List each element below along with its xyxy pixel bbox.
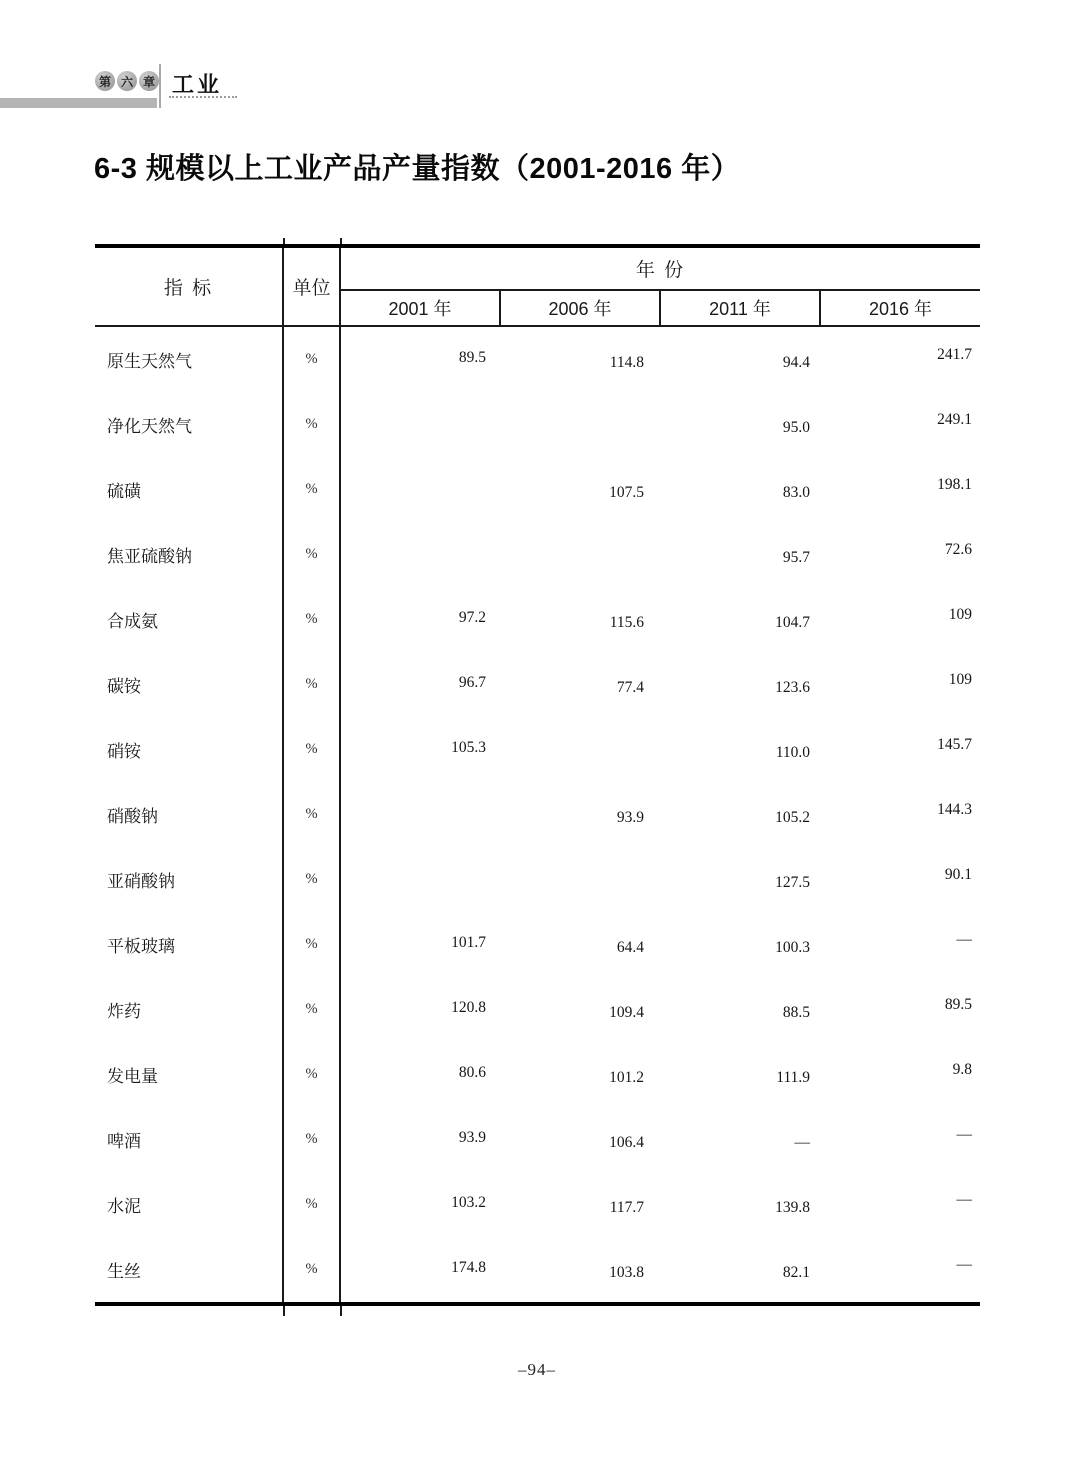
indicator-cell: 啤酒: [95, 1107, 283, 1172]
value-2011: 100.3: [775, 938, 810, 956]
value-2006: 115.6: [609, 613, 644, 631]
page-title: 6-3 规模以上工业产品产量指数（2001-2016 年）: [94, 153, 741, 185]
rule-tail: [340, 238, 342, 244]
unit-cell: %: [283, 1172, 340, 1237]
indicator-cell: 炸药: [95, 977, 283, 1042]
header-year-2001: 2001 年: [340, 290, 500, 326]
value-2006: 114.8: [609, 353, 644, 371]
value-2016: 90.1: [944, 865, 973, 883]
value-2001: [340, 520, 500, 585]
indicator-cell: 平板玻璃: [95, 912, 283, 977]
value-2011: 105.2: [775, 808, 810, 826]
table-row: [95, 326, 980, 392]
value-2011: 95.7: [782, 548, 810, 566]
unit-cell: %: [283, 782, 340, 847]
table-row: [95, 1237, 980, 1304]
indicator-cell: 原生天然气: [95, 326, 283, 392]
value-2011: 83.0: [782, 483, 810, 501]
value-2011: 139.8: [775, 1198, 810, 1216]
indicator-cell: 水泥: [95, 1172, 283, 1237]
indicator-cell: 发电量: [95, 1042, 283, 1107]
value-2001: [340, 390, 500, 455]
table-row: [95, 977, 980, 1042]
unit-cell: %: [283, 1107, 340, 1172]
value-2001: [340, 455, 500, 520]
value-2006: 106.4: [609, 1133, 644, 1151]
indicator-cell: 亚硝酸钠: [95, 847, 283, 912]
unit-cell: %: [283, 912, 340, 977]
header-year-group: 年 份: [340, 246, 980, 290]
unit-cell: %: [283, 1042, 340, 1107]
value-2016: —: [956, 1190, 973, 1208]
section-dotted-underline: [169, 96, 237, 98]
value-2001: 80.6: [458, 1063, 486, 1081]
rule-tail: [340, 1306, 342, 1316]
indicator-cell: 净化天然气: [95, 392, 283, 457]
value-2001: [340, 845, 500, 910]
chapter-badge: [95, 71, 159, 91]
value-2011: 104.7: [775, 613, 810, 631]
unit-cell: %: [283, 457, 340, 522]
value-2001: 89.5: [458, 348, 486, 366]
value-2016: —: [956, 1255, 973, 1273]
rule-tail: [283, 238, 285, 244]
table-body: [95, 326, 980, 1304]
value-2006: 117.7: [609, 1198, 644, 1216]
table-row: [95, 1172, 980, 1237]
value-2016: —: [956, 930, 973, 948]
unit-cell: %: [283, 1237, 340, 1304]
unit-cell: %: [283, 977, 340, 1042]
value-2001: 97.2: [458, 608, 486, 626]
value-2016: 198.1: [937, 475, 973, 493]
value-2001: 101.7: [451, 933, 486, 951]
value-2011: 123.6: [775, 678, 810, 696]
value-2006: [500, 525, 660, 590]
value-2001: 174.8: [451, 1258, 486, 1276]
indicator-cell: 焦亚硫酸钠: [95, 522, 283, 587]
value-2001: [340, 780, 500, 845]
page-number: –94–: [518, 1360, 556, 1379]
header-year-2006: 2006 年: [500, 290, 660, 326]
table-row: [95, 392, 980, 457]
chapter-badge-char-1: 第: [95, 71, 115, 91]
table-row: [95, 1042, 980, 1107]
value-2011: 110.0: [775, 743, 810, 761]
value-2006: 107.5: [609, 483, 644, 501]
value-2011: 94.4: [782, 353, 810, 371]
header-year-2016: 2016 年: [820, 290, 980, 326]
value-2001: 96.7: [458, 673, 486, 691]
value-2011: 95.0: [782, 418, 810, 436]
indicator-cell: 合成氨: [95, 587, 283, 652]
unit-cell: %: [283, 717, 340, 782]
table-row: [95, 912, 980, 977]
rule-tail: [283, 1306, 285, 1316]
indicator-cell: 硫磺: [95, 457, 283, 522]
value-2016: 109: [948, 670, 973, 688]
unit-cell: %: [283, 652, 340, 717]
header-gray-band: [0, 98, 157, 108]
value-2006: 93.9: [616, 808, 644, 826]
unit-cell: %: [283, 847, 340, 912]
header-indicator: 指 标: [95, 246, 283, 326]
unit-cell: %: [283, 392, 340, 457]
chapter-section-label: 工业: [172, 72, 223, 97]
indicator-cell: 硝酸钠: [95, 782, 283, 847]
value-2001: 93.9: [458, 1128, 486, 1146]
table-row: [95, 847, 980, 912]
value-2011: 88.5: [782, 1003, 810, 1021]
table-row: [95, 652, 980, 717]
header-unit: 单位: [283, 246, 340, 326]
value-2011: —: [794, 1133, 810, 1151]
value-2001: 105.3: [451, 738, 486, 756]
unit-cell: %: [283, 587, 340, 652]
chapter-badge-char-2: 六: [117, 71, 137, 91]
indicator-cell: 碳铵: [95, 652, 283, 717]
header-year-2011: 2011 年: [660, 290, 820, 326]
value-2006: [500, 395, 660, 460]
header-divider: [159, 64, 161, 108]
chapter-badge-char-3: 章: [139, 71, 159, 91]
value-2006: 101.2: [609, 1068, 644, 1086]
value-2006: [500, 850, 660, 915]
value-2016: 249.1: [937, 410, 973, 428]
unit-cell: %: [283, 522, 340, 587]
value-2006: 77.4: [616, 678, 644, 696]
value-2016: 89.5: [944, 995, 973, 1013]
indicator-cell: 生丝: [95, 1237, 283, 1304]
indicator-cell: 硝铵: [95, 717, 283, 782]
value-2016: 9.8: [952, 1060, 973, 1078]
value-2016: 145.7: [937, 735, 973, 753]
value-2001: 120.8: [451, 998, 486, 1016]
value-2001: 103.2: [451, 1193, 486, 1211]
index-table: [95, 244, 980, 1306]
value-2016: 241.7: [937, 345, 973, 363]
value-2016: 72.6: [944, 540, 973, 558]
unit-cell: %: [283, 326, 340, 392]
value-2006: 103.8: [609, 1263, 644, 1281]
value-2006: 109.4: [609, 1003, 644, 1021]
table-header: [95, 246, 980, 326]
table-row: [95, 522, 980, 587]
table-row: [95, 587, 980, 652]
value-2011: 111.9: [776, 1068, 810, 1086]
table-row: [95, 717, 980, 782]
value-2016: 109: [948, 605, 973, 623]
value-2011: 127.5: [775, 873, 810, 891]
table-row: [95, 1107, 980, 1172]
value-2006: 64.4: [616, 938, 644, 956]
value-2006: [500, 720, 660, 785]
value-2016: 144.3: [937, 800, 973, 818]
value-2011: 82.1: [782, 1263, 810, 1281]
value-2016: —: [956, 1125, 973, 1143]
table-row: [95, 457, 980, 522]
table-container: [95, 244, 980, 1306]
table-row: [95, 782, 980, 847]
